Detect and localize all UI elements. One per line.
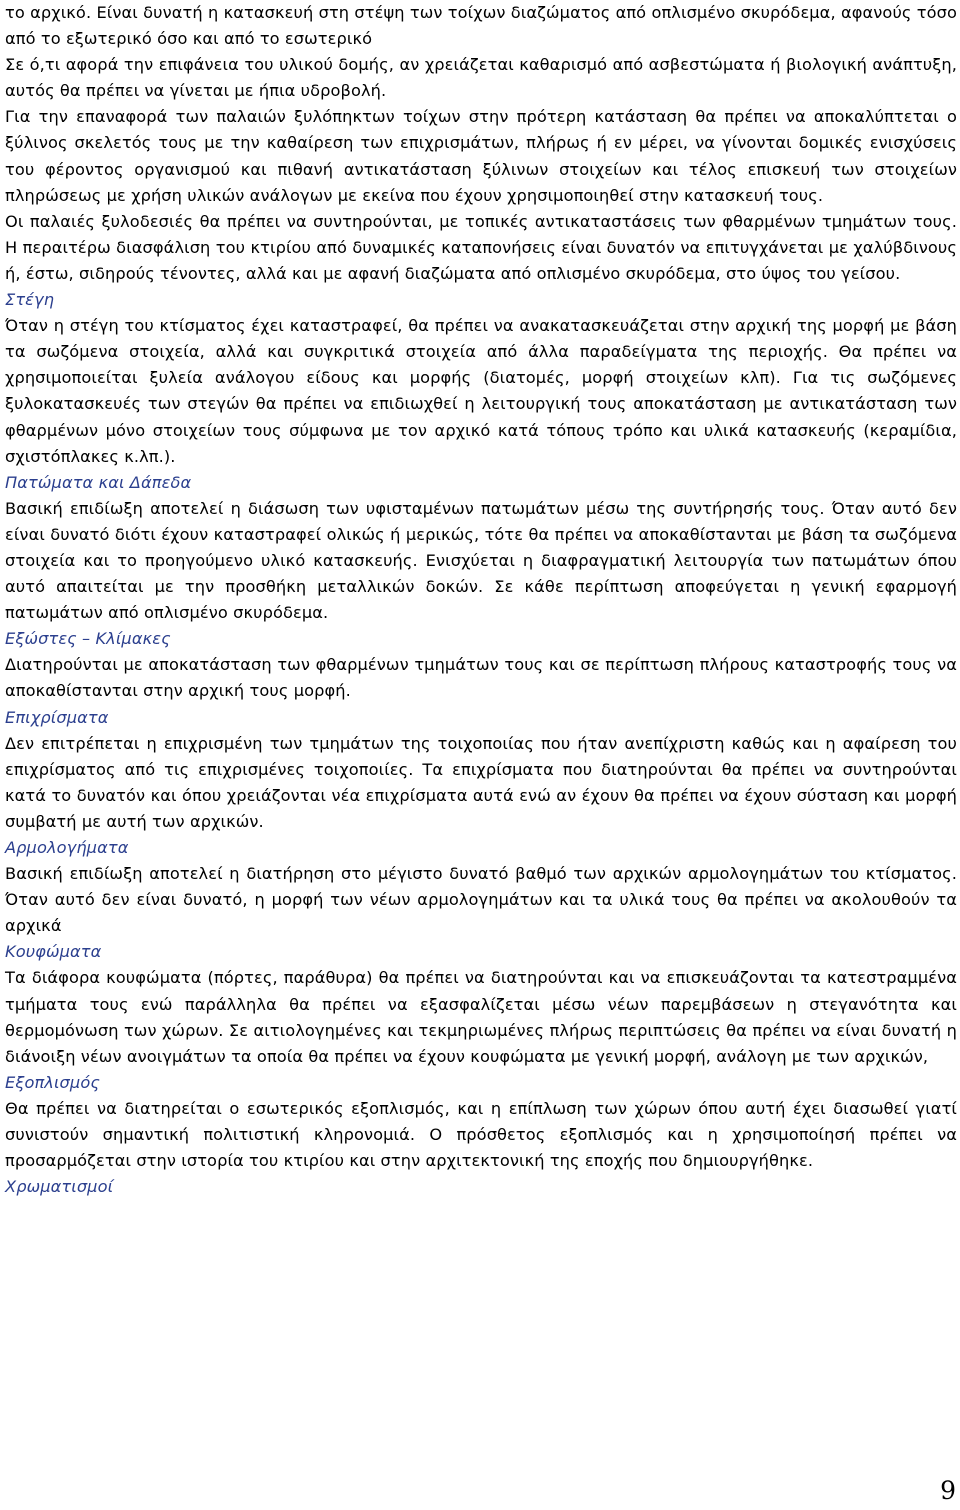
paragraph: Θα πρέπει να διατηρείται ο εσωτερικός εξοπλισμός, και η επίπλωση των χώρων όπου αυτή έχει διασωθεί γιατί συνιστούν σημαντική πολιτιστική κληρονομιά. Ο πρόσθετος εξοπλισμός και η χρησιμοποίησή πρέπει να προσαρμόζεται στην ιστορία του κτιρίου και στην αρχιτεκτονική της εποχής που δημιουργήθηκε.: [5, 1098, 957, 1171]
section-heading-roof: Στέγη: [5, 290, 55, 310]
paragraph: Δεν επιτρέπεται η επιχρισμένη των τμημάτων της τοιχοποιίας που ήταν ανεπίχριστη καθώς και η αφαίρεση του επιχρίσματος από τις επιχρισμένες τοιχοποιίες. Τα επιχρίσματα που διατηρούνται θα πρέπει να συντηρούνται κατά το δυνατόν και όπου χρειάζονται νέα επιχρίσματα αυτά ενώ αν έχουν θα πρέπει να έχουν σύσταση και μορφή συμβατή με αυτή των αρχικών.: [5, 733, 957, 831]
section-heading-frames: Κουφώματα: [5, 942, 102, 962]
section-heading-equipment: Εξοπλισμός: [5, 1072, 100, 1092]
document-body: [5, 0, 957, 1200]
paragraph: Βασική επιδίωξη αποτελεί η διάσωση των υφισταμένων πατωμάτων μέσω της συντήρησής τους. Όταν αυτό δεν είναι δυνατό διότι έχουν καταστραφεί ολικώς ή μερικώς, τότε θα πρέπει να αποκαθίστανται με βάση τα σωζόμενα στοιχεία και το προηγούμενο υλικό κατασκευής. Ενισχύεται η διαφραγματική λειτουργία των πατωμάτων όπου αυτό απαιτείται με την προσθήκη μεταλλικών δοκών. Σε κάθε περίπτωση αποφεύγεται η γενική εφαρμογή πατωμάτων από οπλισμένο σκυρόδεμα.: [5, 498, 957, 623]
section-heading-colorings: Χρωματισμοί: [5, 1177, 114, 1197]
section-heading-floors: Πατώματα και Δάπεδα: [5, 472, 192, 492]
paragraph: Όταν η στέγη του κτίσματος έχει καταστραφεί, θα πρέπει να ανακατασκευάζεται στην αρχική της μορφή με βάση τα σωζόμενα στοιχεία, αλλά και συγκριτικά στοιχεία από άλλα παραδείγματα της περιοχής. Θα πρέπει να χρησιμοποιείται ξυλεία ανάλογου είδους και μορφής (διατομές, μορφή στοιχείων κλπ). Για τις σωζόμενες ξυλοκατασκευές των στεγών θα πρέπει να επιδιωχθεί η λειτουργική τους αποκατάσταση με αντικατάσταση των φθαρμένων μόνο στοιχείων τους σύμφωνα με τον αρχικό κατά τόπους τρόπο και υλικά κατασκευής (κεραμίδια, σχιστόπλακες κ.λπ.).: [5, 316, 957, 466]
section-heading-balconies-stairs: Εξώστες – Κλίμακες: [5, 629, 171, 649]
section-heading-joints: Αρμολογήματα: [5, 838, 129, 857]
paragraph: Σε ό,τι αφορά την επιφάνεια του υλικού δομής, αν χρειάζεται καθαρισμό από ασβεστώματα ή βιολογική ανάπτυξη, αυτός θα πρέπει να γίνεται με ήπια υδροβολή.: [5, 55, 957, 101]
paragraph: Τα διάφορα κουφώματα (πόρτες, παράθυρα) θα πρέπει να διατηρούνται και να επισκευάζονται τα κατεστραμμένα τμήματα τους ενώ παράλληλα θα πρέπει να εξασφαλίζεται μέσω νέων παρεμβάσεων η στεγανότητα και θερμομόνωση των χώρων. Σε αιτιολογημένες και τεκμηριωμένες πλήρως περιπτώσεις θα πρέπει να είναι δυνατή η διάνοιξη νέων ανοιγμάτων τα οποία θα πρέπει να έχουν κουφώματα με γενική μορφή, ανάλογη με των αρχικών,: [5, 968, 957, 1066]
paragraph: Βασική επιδίωξη αποτελεί η διατήρηση στο μέγιστο δυνατό βαθμό των αρχικών αρμολογημάτων του κτίσματος. Όταν αυτό δεν είναι δυνατό, η μορφή των νέων αρμολογημάτων και τα υλικά τους θα πρέπει να ακολουθούν τα αρχικά: [5, 864, 957, 936]
paragraph: Διατηρούνται με αποκατάσταση των φθαρμένων τμημάτων τους και σε περίπτωση πλήρους καταστροφής τους να αποκαθίστανται στην αρχική τους μορφή.: [5, 655, 957, 701]
paragraph: Οι παλαιές ξυλοδεσιές θα πρέπει να συντηρούνται, με τοπικές αντικαταστάσεις των φθαρμένων τμημάτων τους. Η περαιτέρω διασφάλιση του κτιρίου από δυναμικές καταπονήσεις είναι δυνατόν να επιτυγχάνεται με χαλύβδινους ή, έστω, σιδηρούς τένοντες, αλλά και με αφανή διαζώματα από οπλισμένο σκυρόδεμα, στο ύψος του γείσου.: [5, 211, 957, 283]
paragraph: το αρχικό. Είναι δυνατή η κατασκευή στη στέψη των τοίχων διαζώματος από οπλισμένο σκυρόδεμα, αφανούς τόσο από το εξωτερικό όσο και από το εσωτερικό: [5, 3, 957, 49]
page-number: 9: [940, 1476, 956, 1505]
section-heading-plasters: Επιχρίσματα: [5, 707, 109, 727]
paragraph: Για την επαναφορά των παλαιών ξυλόπηκτων τοίχων στην πρότερη κατάσταση θα πρέπει να αποκαλύπτεται ο ξύλινος σκελετός τους με την καθαίρεση των επιχρισμάτων, πλήρως ή εν μέρει, να γίνονται δομικές ενισχύσεις του φέροντος οργανισμού και πιθανή αντικατάσταση ξύλινων στοιχείων και τέλος επισκευή των στοιχείων πληρώσεως με χρήση υλικών ανάλογων με εκείνα που έχουν χρησιμοποιηθεί στην κατασκευή τους.: [5, 107, 957, 205]
